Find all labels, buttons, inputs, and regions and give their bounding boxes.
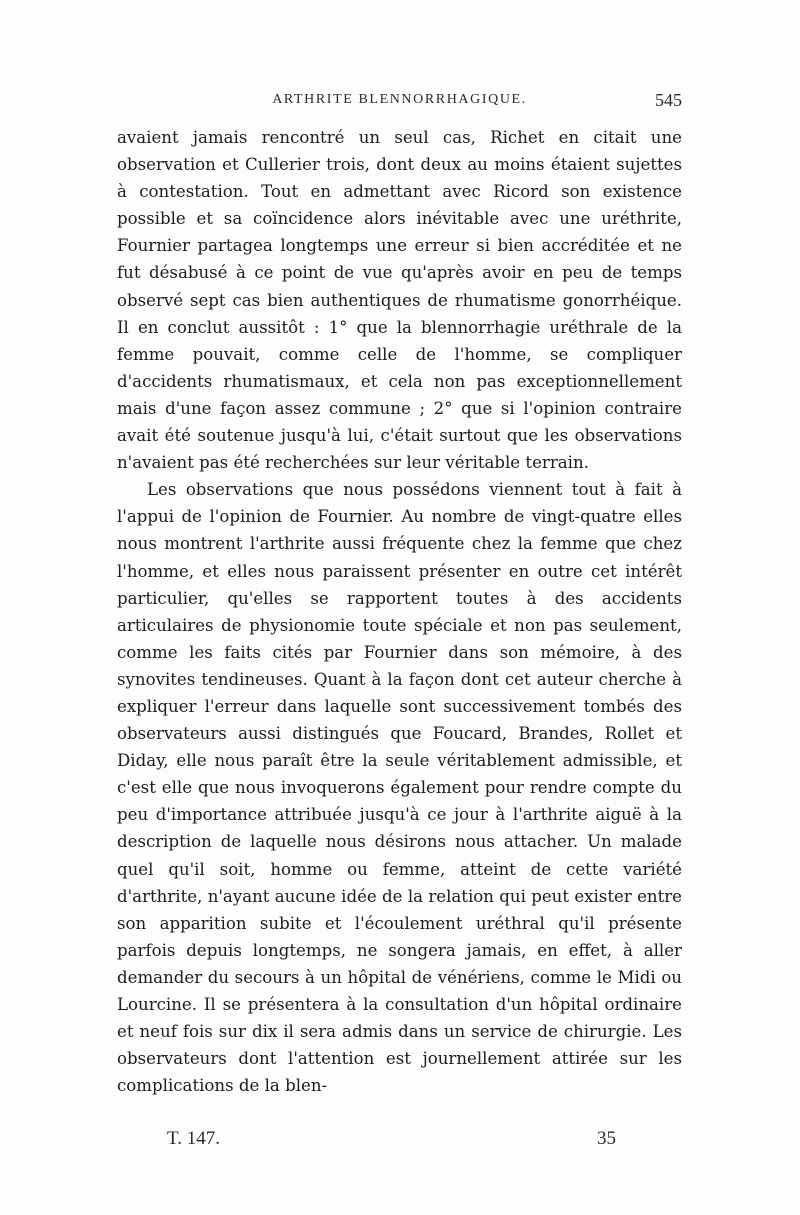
running-title: ARTHRITE BLENNORRHAGIQUE. bbox=[272, 92, 527, 107]
page-number: 545 bbox=[655, 90, 682, 110]
running-head bbox=[117, 92, 682, 114]
paragraph-continued: avaient jamais rencontré un seul cas, Richet en citait une observation et Cullerier trois, dont deux au moins étaient sujettes à contestation. Tout en admettant avec Ricord son existence possible et sa coïncidence alors inévitable avec une uréthrite, Fournier partagea longtemps une erreur si bien accréditée et ne fut désabusé à ce point de vue qu'après avoir en peu de temps observé sept cas bien authentiques de rhumatisme gonorrhéique. Il en conclut aussitôt : 1° que la blennorrhagie uréthrale de la femme pouvait, comme celle de l'homme, se compliquer d'accidents rhumatismaux, et cela non pas exceptionnellement mais d'une façon assez commune ; 2° que si l'opinion contraire avait été soutenue jusqu'à lui, c'était surtout que les observations n'avaient pas été recherchées sur leur véritable terrain. bbox=[117, 128, 682, 473]
sheet-number: 35 bbox=[597, 1128, 616, 1149]
body-text bbox=[117, 124, 682, 1099]
paragraph: Les observations que nous possédons viennent tout à fait à l'appui de l'opinion de Fournier. Au nombre de vingt-quatre elles nous montrent l'arthrite aussi fréquente chez la femme que chez l'homme, et elles nous paraissent présenter en outre cet intérêt particulier, qu'elles se rapportent toutes à des accidents articulaires de physionomie toute spéciale et non pas seulement, comme les faits cités par Fournier dans son mémoire, à des synovites tendineuses. Quant à la façon dont cet auteur cherche à expliquer l'erreur dans laquelle sont successivement tombés des observateurs aussi distingués que Foucard, Brandes, Rollet et Diday, elle nous paraît être la seule véritablement admissible, et c'est elle que nous invoquerons également pour rendre compte du peu d'importance attribuée jusqu'à ce jour à l'arthrite aiguë à la description de laquelle nous désirons nous attacher. Un malade quel qu'il soit, homme ou femme, atteint de cette variété d'arthrite, n'ayant aucune idée de la relation qui peut exister entre son apparition subite et l'écoulement uréthral qu'il présente parfois depuis longtemps, ne songera jamais, en effet, à aller demander du secours à un hôpital de vénériens, comme le Midi ou Lourcine. Il se présentera à la consultation d'un hôpital ordinaire et neuf fois sur dix il sera admis dans un service de chirurgie. Les observateurs dont l'attention est journellement attirée sur les complications de la blen- bbox=[117, 480, 682, 1096]
page-footer bbox=[117, 1128, 682, 1154]
signature-mark: T. 147. bbox=[167, 1128, 220, 1149]
